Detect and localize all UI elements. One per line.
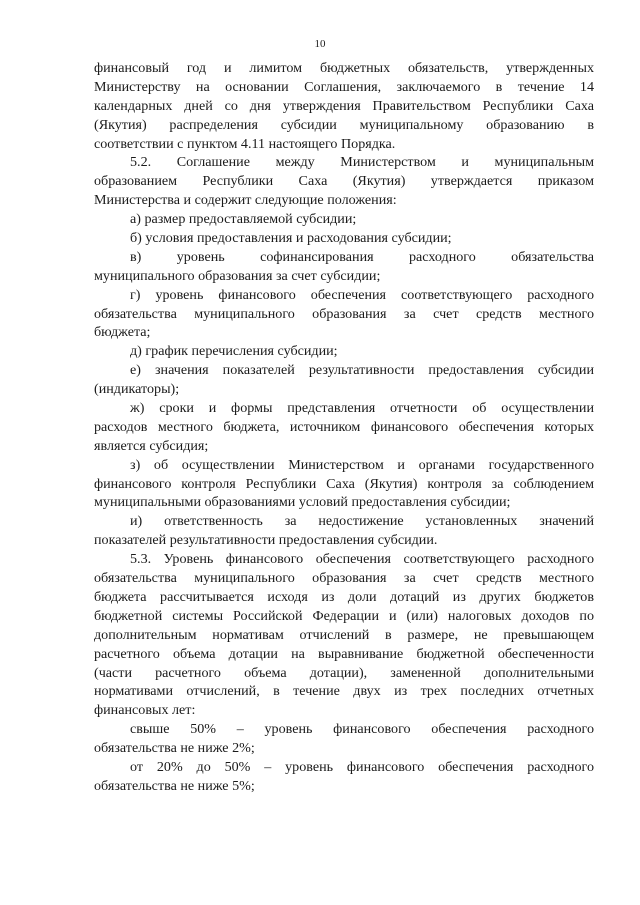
text-line: (индикаторы);	[94, 381, 180, 398]
text-line: д) график перечисления субсидии;	[130, 343, 338, 360]
text-line: е) значения показателей результативности предоставления субсидии	[130, 362, 594, 379]
paragraph	[94, 286, 594, 343]
text-line: образованием Республики Саха (Якутия) утверждается приказом	[94, 173, 594, 190]
paragraph	[94, 342, 594, 361]
text-line: бюджетной системы Российской Федерации и (или) налоговых доходов по	[94, 607, 594, 624]
text-line: является субсидия;	[94, 437, 209, 454]
text-line: (Якутия) распределения субсидии муниципальному образованию в	[94, 116, 594, 133]
text-line: обязательства не ниже 5%;	[94, 777, 255, 794]
text-line: ж) сроки и формы представления отчетности об осуществлении	[130, 400, 594, 417]
text-line: расходов местного бюджета, источником финансового обеспечения которых	[94, 418, 594, 435]
text-line: финансовый год и лимитом бюджетных обязательств, утвержденных	[94, 60, 594, 76]
text-line: а) размер предоставляемой субсидии;	[130, 211, 357, 228]
text-line: муниципальными образованиями условий предоставления субсидии;	[94, 494, 511, 511]
text-line: б) условия предоставления и расходования субсидии;	[130, 230, 452, 247]
paragraph	[94, 210, 594, 229]
text-line: свыше 50% – уровень финансового обеспечения расходного	[130, 721, 594, 738]
paragraph	[94, 361, 594, 399]
text-line: муниципального образования за счет субсидии;	[94, 267, 381, 284]
text-line: от 20% до 50% – уровень финансового обеспечения расходного	[130, 758, 594, 775]
paragraph	[94, 248, 594, 286]
text-line: нормативами отчислений, в течение двух из трех последних отчетных	[94, 683, 594, 700]
document-body	[94, 59, 594, 796]
paragraph	[94, 399, 594, 456]
paragraph	[94, 59, 594, 153]
paragraph	[94, 758, 594, 796]
paragraph	[94, 512, 594, 550]
text-line: дополнительным нормативам отчислений в размере, не превышающем	[94, 626, 594, 643]
text-line: и) ответственность за недостижение установленных значений	[130, 513, 594, 530]
paragraph	[94, 229, 594, 248]
text-line: (части расчетного объема дотации), замененной дополнительными	[94, 664, 594, 681]
text-line: календарных дней со дня утверждения Правительством Республики Саха	[94, 97, 594, 114]
text-line: расчетного объема дотации на выравнивание бюджетной обеспеченности	[94, 645, 594, 662]
text-line: г) уровень финансового обеспечения соответствующего расходного	[130, 286, 594, 303]
text-line: бюджета;	[94, 324, 151, 341]
text-line: обязательства не ниже 2%;	[94, 740, 255, 757]
text-line: бюджета рассчитывается исходя из доли дотаций из других бюджетов	[94, 588, 594, 605]
text-line: обязательства муниципального образования за счет средств местного	[94, 570, 594, 587]
text-line: 5.3. Уровень финансового обеспечения соответствующего расходного	[130, 551, 594, 568]
paragraph	[94, 153, 594, 210]
paragraph	[94, 456, 594, 513]
text-line: финансового контроля Республики Саха (Якутия) контроля за соблюдением	[94, 475, 594, 492]
page-number: 10	[314, 38, 326, 50]
text-line: з) об осуществлении Министерством и органами государственного	[130, 456, 594, 473]
text-line: Министерству на основании Соглашения, заключаемого в течение 14	[94, 78, 594, 95]
text-line: Министерства и содержит следующие положения:	[94, 192, 397, 209]
paragraph	[94, 550, 594, 720]
text-line: финансовых лет:	[94, 702, 196, 719]
text-line: обязательства муниципального образования за счет средств местного	[94, 305, 594, 322]
text-line: показателей результативности предоставления субсидии.	[94, 532, 438, 549]
text-line: соответствии с пунктом 4.11 настоящего Порядка.	[94, 135, 396, 152]
text-line: в) уровень софинансирования расходного обязательства	[130, 248, 594, 265]
paragraph	[94, 720, 594, 758]
text-line: 5.2. Соглашение между Министерством и муниципальным	[130, 154, 594, 171]
